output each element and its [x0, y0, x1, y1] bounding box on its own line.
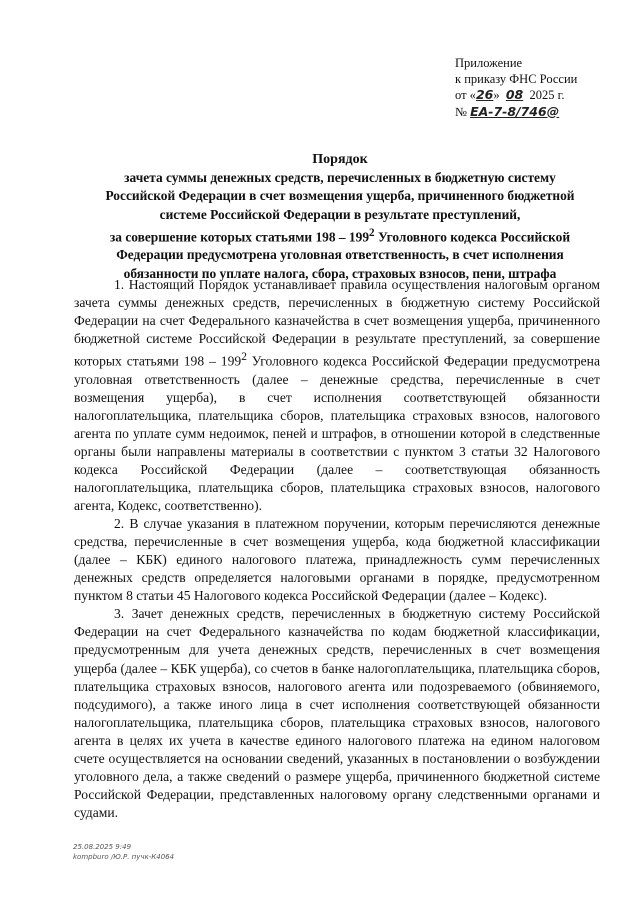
- appendix-header: [455, 56, 605, 120]
- number-prefix: №: [455, 104, 467, 119]
- title-line: зачета суммы денежных средств, перечисленных в бюджетную систему: [124, 170, 556, 186]
- title-main: Порядок: [312, 152, 368, 167]
- date-prefix: от «: [455, 88, 476, 102]
- appendix-title: Приложение: [455, 56, 523, 70]
- print-user: kompburo /Ю.Р. пучк-К4064: [73, 853, 175, 861]
- print-timestamp: 25.08.2025 9:49: [73, 843, 132, 851]
- appendix-order-ref: к приказу ФНС России: [455, 71, 578, 86]
- paragraph-1-part-b: Уголовного кодекса Российской Федерации предусмотрена уголовная ответственность (далее – денежные средства, перечисленные в счет возмещения ущерба), в счет исполнения соответствующей обязанности налогоплательщика, плательщика сборов, плательщика страховых взносов, налогового агента по уплате сумм недоимок, пеней и штрафов, в отношении которой в следственные органы были направлены материалы в соответствии с пунктом 3 статьи 32 Налогового кодекса Российской Федерации (далее – соответствующая обязанность налогоплательщика, плательщика сборов, плательщика страховых взносов, налогового агента, Кодекс, соответственно).: [74, 353, 600, 514]
- title-line: Федерации предусмотрена уголовная ответственность, в счет исполнения: [116, 247, 564, 263]
- date-day: 26: [475, 87, 494, 102]
- title-line: системе Российской Федерации в результате преступлений,: [159, 206, 521, 222]
- appendix-date: [455, 87, 605, 104]
- paragraph-3: 3. Зачет денежных средств, перечисленных в бюджетную систему Российской Федерации на счет Федерального казначейства по кодам бюджетной классификации, предусмотренным для учета денежных средств, перечисленных в счет возмещения ущерба (далее – КБК ущерба), со счетов в банке налогоплательщика, плательщика сборов, плательщика страховых взносов, налогового агента или подозреваемого (обвиняемого, подсудимого), а также иного лица в счет исполнения соответствующей обязанности налогоплательщика, плательщика сборов, плательщика страховых взносов, налогового агента в целях их учета в качестве единого налогового платежа на едином налоговом счете осуществляется на основании сведений, указанных в постановлении о возбуждении уголовного дела, а также сведений о размере ущерба, причиненного бюджетной системе Российской Федерации, представленных налоговому органу следственными органами и судами.: [74, 606, 600, 820]
- date-mid: »: [493, 88, 500, 102]
- document-title: [80, 151, 600, 283]
- paragraph-2: 2. В случае указания в платежном поручении, которым перечисляются денежные средства, перечисленные в счет возмещения ущерба, кода бюджетной классификации (далее – КБК) единого налогового платежа, принадлежность сумм перечисленных денежных средств определяется налоговыми органами в порядке, предусмотренном пунктом 8 статьи 45 Налогового кодекса Российской Федерации (далее – Кодекс).: [74, 516, 600, 604]
- document-body: [74, 276, 600, 822]
- title-line-part: Уголовного кодекса Российской: [374, 229, 571, 245]
- paragraph-1: [74, 276, 600, 515]
- print-footer: [73, 842, 174, 862]
- paragraph-1-superscript: 2: [241, 351, 247, 364]
- title-line: Российской Федерации в счет возмещения ущерба, причиненного бюджетной: [105, 188, 575, 204]
- title-line-part: за совершение которых статьями 198 – 199: [109, 229, 370, 245]
- appendix-number: [455, 104, 605, 121]
- title-line: [80, 224, 600, 247]
- number-value: ЕА-7-8/746@: [470, 103, 560, 119]
- title-line: обязанности по уплате налога, сбора, страховых взносов, пени, штрафа: [123, 265, 557, 281]
- paragraph-1-part-a: 1. Настоящий Порядок устанавливает правила осуществления налоговым органом зачета суммы денежных средств, перечисленных в бюджетную систему Российской Федерации на счет Федерального казначейства в счет возмещения ущерба, причиненного бюджетной системе Российской Федерации в результате преступлений, за совершение которых статьями 198 – 199: [74, 277, 600, 369]
- date-month: 08: [505, 87, 524, 102]
- date-year: 2025 г.: [529, 88, 565, 102]
- title-superscript: 2: [369, 226, 375, 239]
